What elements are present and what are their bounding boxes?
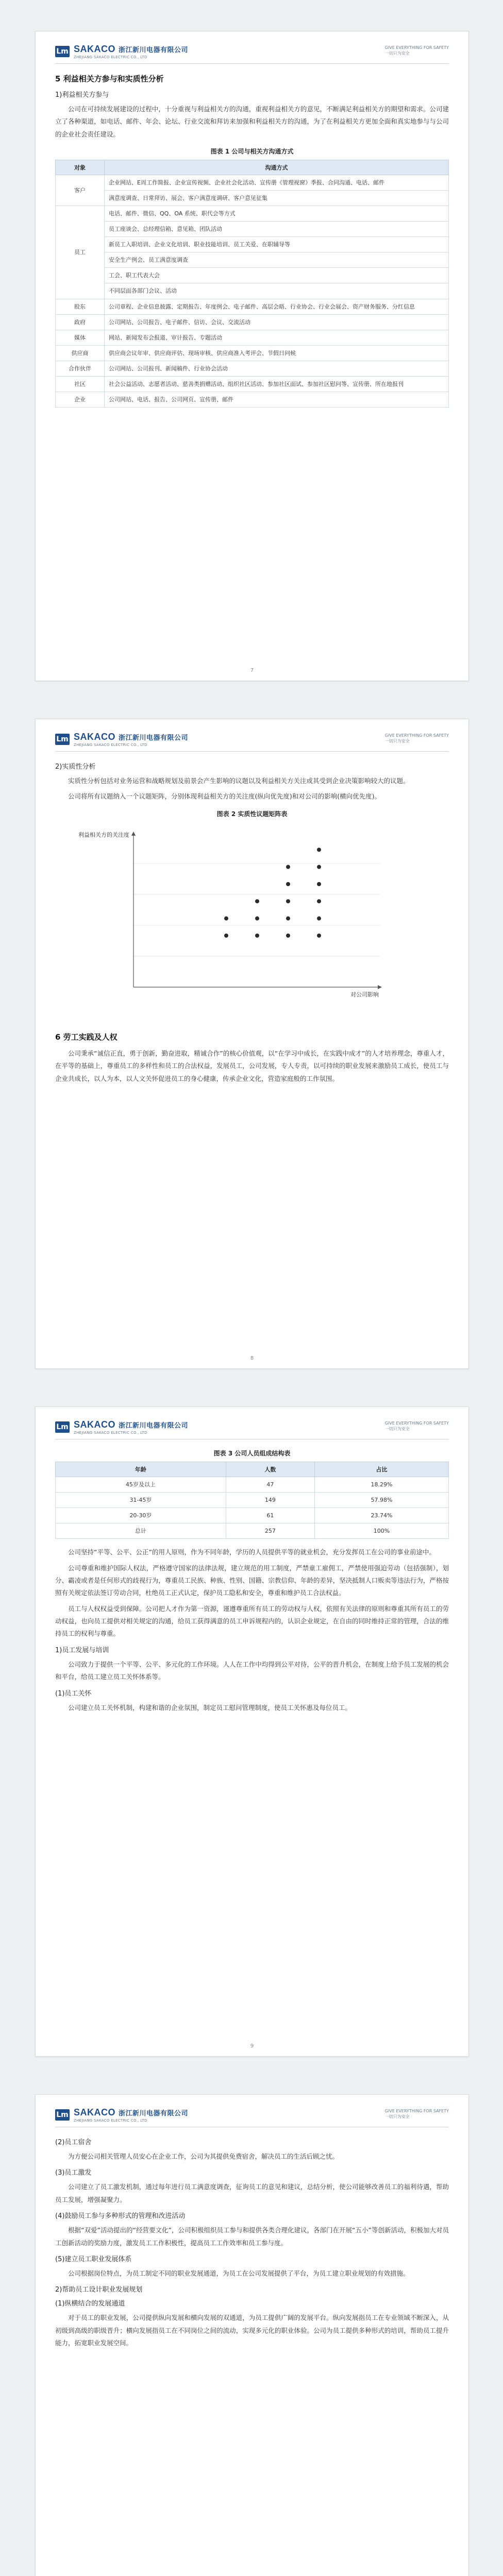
table-caption: 图表 1 公司与相关方沟通方式 <box>210 148 294 156</box>
table-cell-object: 供应商 <box>56 345 105 361</box>
table-header: 人数 <box>226 1462 314 1477</box>
table-cell: 257 <box>226 1523 314 1539</box>
paragraph: 公司在可持续发展建设的过程中，十分重视与利益相关方的沟通，重视利益相关方的意见，不断满足利益相关方的期望和需求。公司建立了各种渠道，如电话、邮件、年会、论坛、行业交流和拜访来加强和利益相关方的沟通，为了在利益相关方更加全面和真实地参与与公司的企业社会责任建设。 <box>55 105 449 138</box>
table-row <box>56 1493 449 1508</box>
data-point <box>255 934 259 938</box>
subsection-heading: (3)员工激发 <box>55 2169 92 2177</box>
logo-mark-icon: Lm <box>55 46 70 57</box>
table-caption: 图表 3 公司人员组成结构表 <box>213 1450 291 1457</box>
materiality-chart <box>78 822 407 1020</box>
data-point <box>286 934 290 938</box>
table-row <box>56 283 449 299</box>
logo-mark-icon: Lm <box>55 2109 70 2121</box>
table-cell-object: 合作伙伴 <box>56 361 105 376</box>
table-cell: 149 <box>226 1493 314 1508</box>
data-point <box>286 865 290 869</box>
table-cell-method: 供应商会议年审、供应商评估、现场审核、供应商准入考评会、节假日问候 <box>105 345 449 361</box>
table-cell-object: 企业 <box>56 392 105 407</box>
table-cell: 总计 <box>56 1523 226 1539</box>
table-cell-object: 媒体 <box>56 330 105 345</box>
data-point <box>286 916 290 920</box>
table-row <box>56 1523 449 1539</box>
brand-name-en: ZHEJIANG SAKACO ELECTRIC CO., LTD <box>74 1431 147 1435</box>
page-number: 8 <box>250 1355 254 1361</box>
table-row <box>56 299 449 314</box>
page-7 <box>35 31 469 681</box>
table-row <box>56 314 449 330</box>
page-number: 9 <box>250 2043 254 2049</box>
table-cell: 23.74% <box>314 1508 448 1523</box>
table-cell-method: 企业网站、E周工作简报、企业宣传视频、企业社会化活动、宣传册《管理视窗》季报、合同沟通、电话、邮件 <box>105 175 449 191</box>
data-point <box>286 899 290 903</box>
brand-name-cn: 浙江新川电器有限公司 <box>119 46 189 54</box>
table-cell: 57.98% <box>314 1493 448 1508</box>
table-cell-method: 不同层面各部门会议、活动 <box>105 283 449 299</box>
table-cell: 47 <box>226 1477 314 1493</box>
brand-name-cn: 浙江新川电器有限公司 <box>119 2109 189 2117</box>
paragraph: 公司建立了员工激发机制，通过每年进行员工满意度调查，征询员工的意见和建议，总结分析，使公司能够改善员工的福利待遇，帮助员工发展，增强凝聚力。 <box>55 2183 449 2204</box>
brand-name-cn: 浙江新川电器有限公司 <box>119 1421 189 1429</box>
table-cell-method: 公司章程、企业信息披露、定期报告、年度例会、电子邮件、高层会晤、行业协会、行业会展会、资产财务服务、分红信息 <box>105 299 449 314</box>
paragraph: 公司根据岗位特点，为员工制定不同的职业发展通道，为员工在公司发展提供了平台，为员工建立职业规划的有效措施。 <box>68 2269 410 2277</box>
data-point <box>224 934 228 938</box>
table-row <box>56 191 449 206</box>
table-cell: 61 <box>226 1508 314 1523</box>
table-cell-method: 网站、新闻发布会报道、审计报告、专题活动 <box>105 330 449 345</box>
page-10 <box>35 2094 469 2576</box>
table-row <box>56 1508 449 1523</box>
table-row <box>56 392 449 407</box>
table-cell-method: 安全生产例会、员工满意度调查 <box>105 252 449 268</box>
chart-caption: 图表 2 实质性议题矩阵表 <box>216 810 288 818</box>
y-axis-arrow <box>131 832 136 836</box>
paragraph: 公司坚持“平等、公平、公正”的用人原则，作为不同年龄，学历的人员提供平等的就业机会，充分发挥员工在公司的事业前途中。 <box>68 1548 435 1556</box>
table-row <box>56 206 449 222</box>
table-cell: 100% <box>314 1523 448 1539</box>
paragraph: 根据“双爱”活动提出的“经营要文化”，公司积极组织员工参与和提供各类合理化建议，各部门在开展“五小”等创新活动，积极加大对员工创新活动的奖励力度，激发员工工作积极性，提高员工工作效率和员工参与度。 <box>55 2226 449 2247</box>
table-cell-method: 电话、邮件、微信、QQ、OA 系统、职代会等方式 <box>105 206 449 222</box>
table-row <box>56 222 449 237</box>
subsection-heading: 2)帮助员工设计职业发展规划 <box>55 2286 143 2294</box>
section-heading: 6 劳工实践及人权 <box>55 1032 118 1042</box>
paragraph: 公司将所有议题纳入一个议题矩阵，分别体现利益相关方的关注度(纵向优先度)和对公司的影响(横向优先度)。 <box>68 792 381 801</box>
table-row <box>56 1477 449 1493</box>
table-cell-method: 工会、职工代表大会 <box>105 268 449 283</box>
brand-name-cn: 浙江新川电器有限公司 <box>119 734 189 741</box>
table-row <box>56 361 449 376</box>
table-row <box>56 268 449 283</box>
slogan-cn: 一切只为安全 <box>384 1427 410 1432</box>
brand-name: SAKACO <box>74 1419 116 1430</box>
x-axis-label: 对公司影响 <box>350 991 379 998</box>
slogan-cn: 一切只为安全 <box>384 739 410 744</box>
table-cell-method: 新员工入职培训、企业文化培训、职业技能培训、员工关爱、在职辅导等 <box>105 237 449 252</box>
brand-name-en: ZHEJIANG SAKACO ELECTRIC CO., LTD <box>74 2119 147 2123</box>
subsection-heading: 2)实质性分析 <box>55 763 96 771</box>
table-cell-method: 员工座谈会、总经理信箱、意见箱、团队活动 <box>105 222 449 237</box>
company-logo <box>55 2107 188 2123</box>
subsection-heading: (5)建立员工职业发展体系 <box>55 2255 132 2263</box>
slogan-cn: 一切只为安全 <box>384 2114 410 2120</box>
table-cell-method: 公司网站、电话、报告、公司网页、宣传册、邮件 <box>105 392 449 407</box>
y-axis-label: 利益相关方的关注度 <box>78 831 129 838</box>
slogan-en: GIVE EVERYTHING FOR SAFETY <box>384 45 449 50</box>
subsection-heading: (2)员工宿舍 <box>55 2139 92 2146</box>
logo-mark-icon: Lm <box>55 734 70 745</box>
table-cell-object: 社区 <box>56 376 105 392</box>
paragraph: 员工与人权权益受到保障。公司把人才作为第一资源，谨遵尊重所有员工的劳动权与人权，依照有关法律的原则和尊重其所有员工的劳动权益，也向员工提供对相关规定的沟通，给员工获得满意的员工申诉规程内的，认识企业规定，在自由的同时维持正常的管理，合法的维持员工的权利与尊重。 <box>55 1604 449 1638</box>
page-9 <box>35 1406 469 2057</box>
subsection-heading: 1)利益相关方参与 <box>55 91 109 99</box>
section-heading: 5 利益相关方参与和实质性分析 <box>55 74 164 83</box>
page-header <box>55 2107 449 2127</box>
table-row <box>56 330 449 345</box>
table-cell-method: 公司网站、公司报告、电子邮件、信访、会议、交流活动 <box>105 314 449 330</box>
paragraph: 为方便公司相关管理人员安心在企业工作，公司为其提供免费宿舍，解决员工的生活后顾之忧。 <box>68 2153 339 2160</box>
brand-name-en: ZHEJIANG SAKACO ELECTRIC CO., LTD <box>74 743 147 747</box>
paragraph: 公司秉承“诚信正直，勇于创新，勤奋进取，精诚合作”的核心价值观，以“在学习中成长，在实践中成才”的人才培养理念，尊重人才，在平等的基础上，尊重员工的多样性和员工的合法权益，发展员工，公司发展，专人专责，以可持续的职业发展来激励员工成长，使员工与企业共成长，以人为本，以人文关怀促进员工的身心健康，传承企业文化，营造家庭般的工作氛围。 <box>55 1049 449 1082</box>
materiality-matrix-svg <box>78 822 407 1018</box>
page-header <box>55 732 449 752</box>
data-point <box>255 899 259 903</box>
table-cell-method: 公司网站、公司报刊、新闻稿件、行业协会活动 <box>105 361 449 376</box>
data-point <box>317 916 321 920</box>
staff-structure-table <box>55 1462 449 1539</box>
table-header-object: 对象 <box>56 160 105 175</box>
table-cell-object: 客户 <box>56 175 105 206</box>
paragraph: 对于员工的职业发展，公司提供纵向发展和横向发展的双通道，为员工提供广阔的发展平台。纵向发展指员工在专业领域不断深入，从初级到高级的职级晋升；横向发展指员工在不同岗位之间的流动，实现多元化的职业体验。公司为员工提供多种形式的培训，帮助员工提升能力，拓宽职业发展空间。 <box>55 2314 449 2347</box>
paragraph: 公司建立员工关怀机制，构建和谐的企业氛围，制定员工慰问管理制度，使员工关怀惠及每位员工。 <box>68 1703 352 1711</box>
table-row <box>56 175 449 191</box>
data-point <box>255 916 259 920</box>
data-point <box>317 865 321 869</box>
table-row <box>56 252 449 268</box>
table-row <box>56 376 449 392</box>
brand-name: SAKACO <box>74 44 116 54</box>
communication-table <box>55 160 449 408</box>
table-cell-method: 社会公益活动、志愿者活动、慈善类捐赠活动、组织社区活动、参加社区面试、参加社区慰问等、宣传册、所在地报刊 <box>105 376 449 392</box>
slogan-en: GIVE EVERYTHING FOR SAFETY <box>384 2109 449 2113</box>
data-point <box>317 899 321 903</box>
company-logo <box>55 44 188 59</box>
data-point <box>224 916 228 920</box>
subsection-heading: (4)鼓励员工参与多种形式的管理和改进活动 <box>55 2212 186 2221</box>
brand-name: SAKACO <box>74 732 116 742</box>
x-axis-arrow <box>378 985 382 989</box>
paragraph: 实质性分析包括对业务运营和战略规划及前景会产生影响的议题以及利益相关方关注或其受到企业决策影响较大的议题。 <box>68 777 410 785</box>
data-point <box>317 848 321 852</box>
table-cell: 31-45岁 <box>56 1493 226 1508</box>
brand-name: SAKACO <box>74 2107 116 2117</box>
page-header <box>55 44 449 64</box>
table-row <box>56 237 449 252</box>
table-row <box>56 345 449 361</box>
table-header: 年龄 <box>56 1462 226 1477</box>
subsection-heading: (1)纵横结合的发展通道 <box>55 2300 125 2308</box>
subsection-heading: (1)员工关怀 <box>55 1689 92 1698</box>
table-cell-object: 员工 <box>56 206 105 299</box>
paragraph: 公司尊重和维护国际人权法，严格遵守国家的法律法规，建立规范的用工制度，严禁童工雇佣工，严禁使用强迫劳动（包括强制），划分、霸凌或者是任何形式的歧视行为，尊重员工民族、种族、性别、国籍、宗教信仰、年龄的差异，坚决抵制人口贩卖等违法行为，严格按照有关规定依法签订劳动合同，杜绝员工正式认定，保护员工隐私和安全，尊重和维护员工合法权益。 <box>55 1564 449 1597</box>
page-number: 7 <box>250 668 254 673</box>
company-logo <box>55 732 188 747</box>
slogan-en: GIVE EVERYTHING FOR SAFETY <box>384 1421 449 1426</box>
table-cell: 20-30岁 <box>56 1508 226 1523</box>
table-cell-object: 股东 <box>56 299 105 314</box>
table-header-method: 沟通方式 <box>105 160 449 175</box>
data-point <box>286 882 290 886</box>
brand-name-en: ZHEJIANG SAKACO ELECTRIC CO., LTD <box>74 55 147 59</box>
table-cell: 18.29% <box>314 1477 448 1493</box>
paragraph: 公司致力于提供一个平等、公平、多元化的工作环境。人人在工作中均得到公平对待，公平的晋升机会，在制度上给予员工发展的机会和平台，给员工建立员工关怀体系等。 <box>55 1660 449 1681</box>
logo-mark-icon: Lm <box>55 1421 70 1433</box>
slogan-en: GIVE EVERYTHING FOR SAFETY <box>384 733 449 738</box>
page-8 <box>35 719 469 1369</box>
table-cell: 45岁及以上 <box>56 1477 226 1493</box>
data-point <box>317 934 321 938</box>
slogan-cn: 一切只为安全 <box>384 51 410 56</box>
subsection-heading: 1)员工发展与培训 <box>55 1646 109 1654</box>
table-cell-object: 政府 <box>56 314 105 330</box>
data-point <box>317 882 321 886</box>
page-header <box>55 1419 449 1439</box>
table-cell-method: 满意度调查、日常拜访、展会、客户满意度调研、客户意见征集 <box>105 191 449 206</box>
company-logo <box>55 1419 188 1435</box>
table-header: 占比 <box>314 1462 448 1477</box>
